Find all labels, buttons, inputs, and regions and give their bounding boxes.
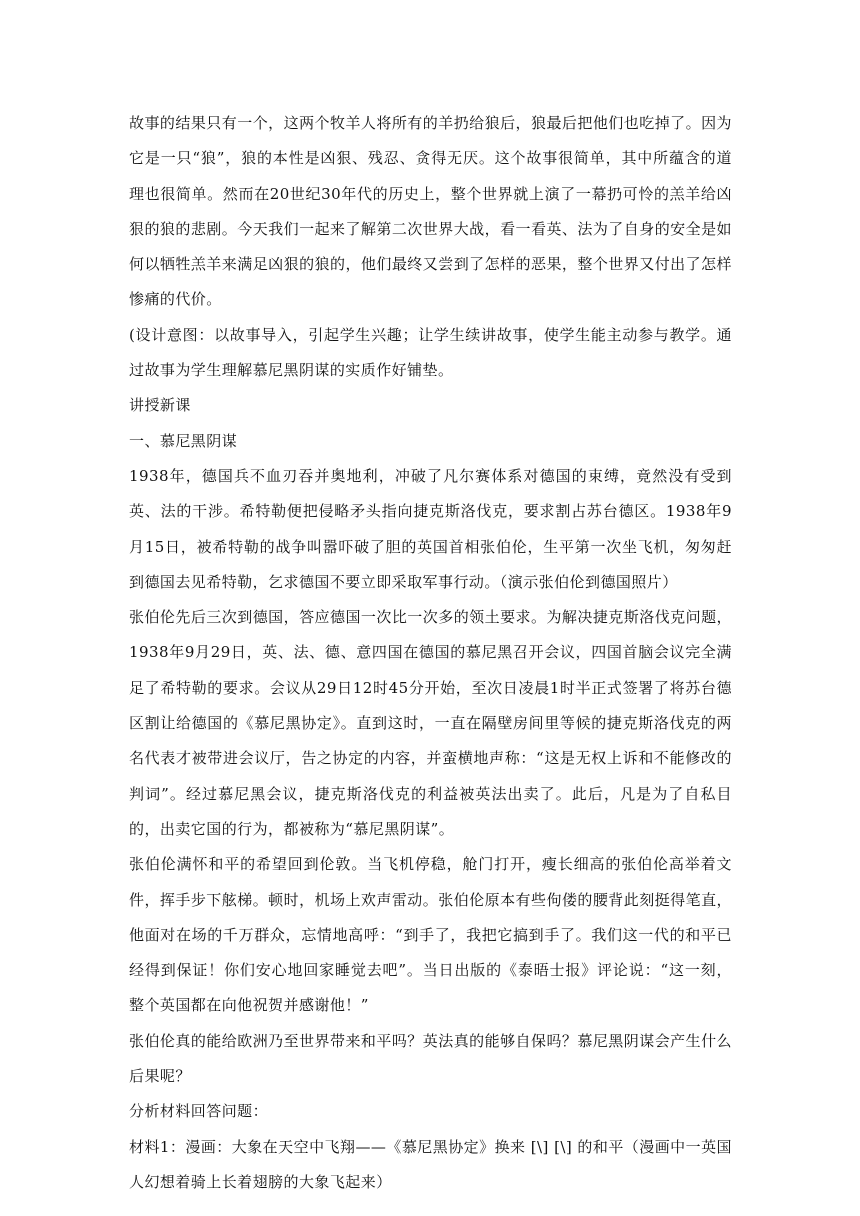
question-paragraph: 张伯伦真的能给欧洲乃至世界带来和平吗？英法真的能够自保吗？慕尼黑阴谋会产生什么后果呢？ (129, 1031, 732, 1086)
analysis-prompt-paragraph: 分析材料回答问题： (129, 1102, 269, 1121)
section-heading-new-lesson: 讲授新课 (129, 396, 191, 415)
austria-annexation-paragraph: 1938年，德国兵不血刃吞并奥地利，冲破了凡尔赛体系对德国的束缚，竟然没有受到英、法的干涉。希特勒便把侵略矛头指向捷克斯洛伐克，要求割占苏台德区。1938年9月15日，被希特勒的战争叫嚣吓破了胆的英国首相张伯伦，生平第一次坐飞机，匆匆赶到德国去见希特勒，乞求德国不要立即采取军事行动。（演示张伯伦到德国照片） (129, 466, 732, 591)
story-conclusion-paragraph: 故事的结果只有一个，这两个牧羊人将所有的羊扔给狼后，狼最后把他们也吃掉了。因为它是一只“狼”，狼的本性是凶狠、残忍、贪得无厌。这个故事很简单，其中所蕴含的道理也很简单。然而在20世纪30年代的历史上，整个世界就上演了一幕扔可怜的羔羊给凶狠的狼的悲剧。今天我们一起来了解第二次世界大战，看一看英、法为了自身的安全是如何以牺牲羔羊来满足凶狠的狼的，他们最终又尝到了怎样的恶果，整个世界又付出了怎样惨痛的代价。 (129, 114, 732, 309)
design-intent-paragraph: (设计意图：以故事导入，引起学生兴趣；让学生续讲故事，使学生能主动参与教学。通过故事为学生理解慕尼黑阴谋的实质作好铺垫。 (129, 325, 732, 380)
section-heading-munich-conspiracy: 一、慕尼黑阴谋 (129, 431, 238, 450)
document-body (129, 106, 732, 1200)
chamberlain-return-paragraph: 张伯伦满怀和平的希望回到伦敦。当飞机停稳，舱门打开，瘦长细高的张伯伦高举着文件，挥手步下舷梯。顿时，机场上欢声雷动。张伯伦原本有些佝偻的腰背此刻挺得笔直，他面对在场的千万群众，忘情地高呼：“到手了，我把它搞到手了。我们这一代的和平已经得到保证！你们安心地回家睡觉去吧”。当日出版的《泰晤士报》评论说：“这一刻，整个英国都在向他祝贺并感谢他！” (129, 855, 732, 1015)
material-1-paragraph: 材料1：漫画：大象在天空中飞翔——《慕尼黑协定》换来 [\] [\] 的和平（漫画中一英国人幻想着骑上长着翅膀的大象飞起来） (129, 1137, 732, 1191)
munich-conference-paragraph: 张伯伦先后三次到德国，答应德国一次比一次多的领土要求。为解决捷克斯洛伐克问题，1938年9月29日，英、法、德、意四国在德国的慕尼黑召开会议，四国首脑会议完全满足了希特勒的要求。会议从29日12时45分开始，至次日凌晨1时半正式签署了将苏台德区割让给德国的《慕尼黑协定》。直到这时，一直在隔壁房间里等候的捷克斯洛伐克的两名代表才被带进会议厅，告之协定的内容，并蛮横地声称：“这是无权上诉和不能修改的判词”。经过慕尼黑会议，捷克斯洛伐克的利益被英法出卖了。此后，凡是为了自私目的，出卖它国的行为，都被称为“慕尼黑阴谋”。 (129, 608, 732, 838)
